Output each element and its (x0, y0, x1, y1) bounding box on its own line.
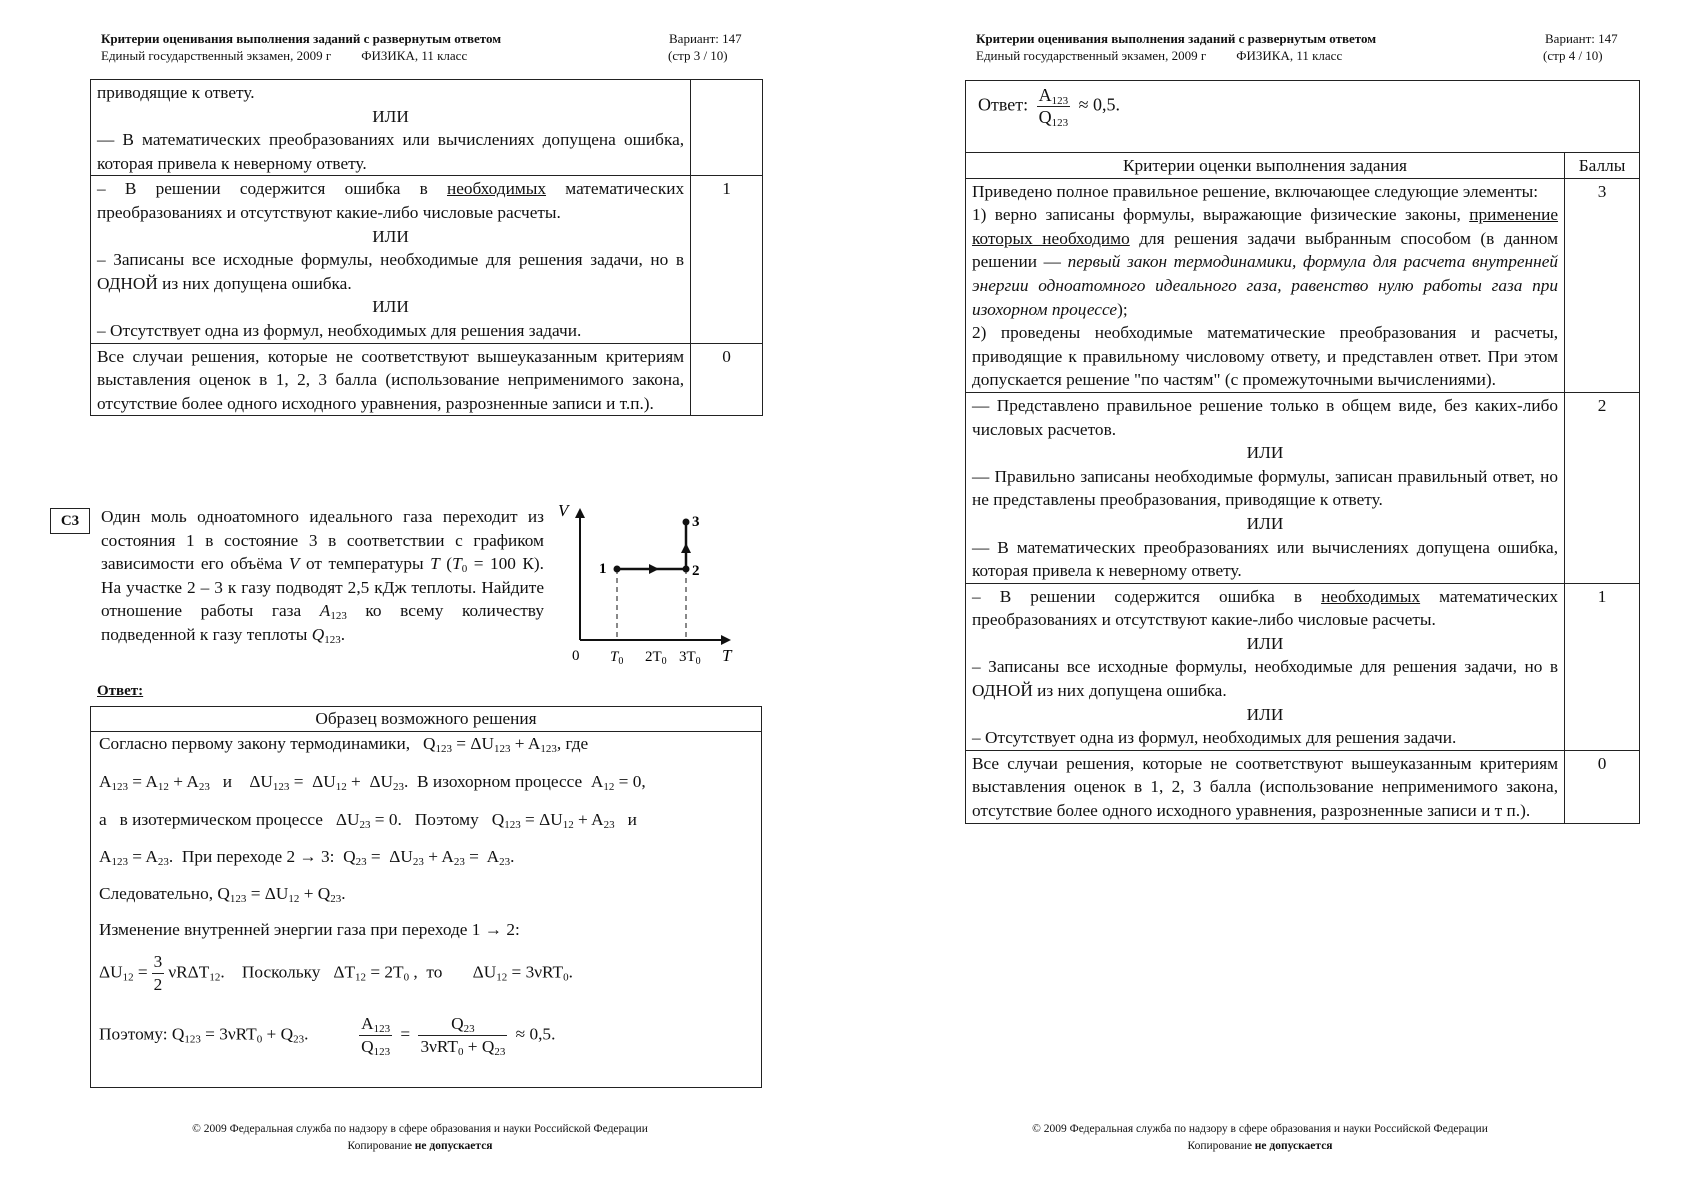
segment-2-3-arrow (681, 543, 691, 553)
criteria-row-2-continued (91, 80, 763, 176)
header-exam (101, 48, 467, 64)
header-variant: Вариант: 147 (1545, 31, 1618, 46)
answer-formula: Ответ: $\frac{A_{123}}{Q_{123}}$ ≈ 0,5. (978, 85, 1121, 129)
header-page-number: (стр 4 / 10) (1543, 48, 1603, 63)
footer-copyright: © 2009 Федеральная служба по надзору в сфере образования и науки Российской Федерации (192, 1123, 648, 1135)
criteria-text: Все случаи решения, которые не соответствуют вышеуказанным критериям выставления оценок в 1, 2, 3 балла (использование неприменимого закона, отсутствие более одного исходного уравнения, разрозненные записи и т.п.). (91, 343, 691, 416)
criteria-text: – В решении содержится ошибка в необходимых математических преобразованиях и отсутствуют какие-либо числовые расчеты. ИЛИ – Записаны все исходные формулы, необходимые для решения задачи, но в ОДНОЙ из них допущена ошибка. ИЛИ – Отсутствует одна из формул, необходимых для решения задачи. (966, 583, 1565, 750)
y-axis-label: V (558, 501, 569, 520)
ili-separator: ИЛИ (1246, 443, 1284, 463)
solution-line-1: Согласно первому закону термодинамики, $Q_{123} = \Delta U_{123} + A_{123}$, где (99, 734, 589, 755)
x-axis-label: T (722, 646, 732, 665)
point-1 (614, 566, 621, 573)
header-subject: ФИЗИКА, 11 класс (361, 48, 468, 63)
header-page-number: (стр 3 / 10) (668, 48, 728, 63)
criteria-text: – В решении содержится ошибка в необходимых математических преобразованиях и отсутствуют какие-либо числовые расчеты. ИЛИ – Записаны все исходные формулы, необходимые для решения задачи, но в ОДНОЙ из них допущена ошибка. ИЛИ – Отсутствует одна из формул, необходимых для решения задачи. (91, 176, 691, 343)
criteria-table (965, 152, 1640, 824)
footer-copyright: © 2009 Федеральная служба по надзору в сфере образования и науки Российской Федерации (1032, 1123, 1488, 1135)
criteria-row-1 (966, 583, 1640, 750)
score-cell: 2 (1565, 392, 1640, 583)
solution-line-7: $\Delta U_{12}$ = $\frac{3}{2}$ νRΔT$_{12}$. Поскольку $\Delta T_{12} = 2T_0$ , то $\Delta U_{12} = 3\nu RT_0$. (99, 952, 573, 994)
origin-label: 0 (572, 648, 580, 664)
solution-line-2: $A_{123} = A_{12} + A_{23}$ и $\Delta U_{123} = \Delta U_{12} + \Delta U_{23}$. В изохорном процессе $A_{12} = 0$, (99, 772, 646, 793)
header-variant: Вариант: 147 (669, 31, 742, 46)
score-cell: 1 (1565, 583, 1640, 750)
solution-line-6: Изменение внутренней энергии газа при переходе 1 → 2: (99, 920, 520, 939)
answer-label: Ответ: (97, 683, 144, 699)
y-axis-arrow (575, 508, 585, 518)
segment-1-2-arrow (649, 564, 659, 574)
criteria-row-0 (91, 343, 763, 416)
ili-separator: ИЛИ (372, 297, 409, 317)
solution-heading: Образец возможного решения (91, 707, 761, 732)
point-2 (683, 566, 690, 573)
solution-line-8: Поэтому: $Q_{123} = 3\nu RT_0 + Q_{23}$. $\frac{A_{123}}{Q_{123}}$ = $\frac{Q_{23}}{3\nu RT_0 + Q_{23}}$ ≈ 0,5. (99, 1014, 556, 1058)
ili-separator: ИЛИ (372, 106, 409, 126)
criteria-text: — Представлено правильное решение только в общем виде, без каких-либо числовых расчетов. ИЛИ — Правильно записаны необходимые формулы, записан правильный ответ, но не представлены преобразования, приводящие к ответу. ИЛИ — В математических преобразованиях или вычислениях допущена ошибка, которая привела к неверному ответу. (966, 392, 1565, 583)
column-header-criteria: Критерии оценки выполнения задания (966, 153, 1565, 179)
score-cell (691, 80, 763, 176)
criteria-text: Все случаи решения, которые не соответствуют вышеуказанным критериям выставления оценок в 1, 2, 3 балла (использование неприменимого закона, отсутствие более одного исходного уравнения, разрозненные записи и т п.). (966, 750, 1565, 823)
criteria-row-1 (91, 176, 763, 343)
solution-box (90, 706, 762, 1088)
score-cell: 0 (1565, 750, 1640, 823)
task-statement: Один моль одноатомного идеального газа переходит из состояния 1 в состояние 3 в соответствии с графиком зависимости его объёма V от температуры T ($T_0 = 100$ К). На участке 2 – 3 к газу подводят 2,5 кДж теплоты. Найдите отношение работы газа $A_{123}$ ко всему количеству подведенной к газу теплоты $Q_{123}$. (101, 507, 545, 646)
footer-copy-note: Копирование не допускается (1187, 1140, 1333, 1152)
footer-right (840, 1121, 1680, 1155)
header-exam-text: Единый государственный экзамен, 2009 г (976, 48, 1207, 63)
tick-t0: $T_0$ (610, 649, 624, 667)
page-left (0, 0, 840, 1183)
criteria-row-2 (966, 392, 1640, 583)
answer-box (965, 80, 1640, 152)
criteria-text: приводящие к ответу. ИЛИ — В математических преобразованиях или вычислениях допущена ошибка, которая привела к неверному ответу. (91, 80, 691, 176)
solution-line-4: $A_{123} = A_{23}$. При переходе 2 → 3: $Q_{23} = \Delta U_{23} + A_{23} = A_{23}$. (99, 847, 515, 868)
answer-fraction: $\frac{A_{123}}{Q_{123}}$ (1038, 85, 1069, 129)
task-number-badge: C3 (50, 508, 90, 534)
fraction-3-2: $\frac{3}{2}$ (153, 952, 163, 994)
point-3 (683, 519, 690, 526)
label-point-1: 1 (599, 561, 607, 577)
ili-separator: ИЛИ (1246, 513, 1284, 533)
vt-graph (555, 500, 740, 670)
tick-2t0: $2T_0$ (645, 649, 667, 667)
footer-copy-note: Копирование не допускается (347, 1140, 493, 1152)
criteria-row-3 (966, 178, 1640, 392)
header-exam-text: Единый государственный экзамен, 2009 г (101, 48, 332, 63)
label-point-3: 3 (692, 514, 700, 530)
criteria-text: Приведено полное правильное решение, включающее следующие элементы: 1) верно записаны формулы, выражающие физические законы, применение которых необходимо для решения задачи выбранным способом (в данном решении — первый закон термодинамики, формула для расчета внутренней энергии одноатомного идеального газа, равенство нулю работы газа при изохорном процессе); 2) проведены необходимые математические преобразования и расчеты, приводящие к правильному числовому ответу, и представлен ответ. При этом допускается решение "по частям" (с промежуточными вычислениями). (966, 178, 1565, 392)
ili-separator: ИЛИ (1246, 704, 1284, 724)
header-title: Критерии оценивания выполнения заданий с развернутым ответом (976, 31, 1377, 46)
footer (0, 1121, 840, 1155)
header-subject: ФИЗИКА, 11 класс (1236, 48, 1343, 63)
header-title: Критерии оценивания выполнения заданий с развернутым ответом (101, 31, 502, 46)
score-cell: 3 (1565, 178, 1640, 392)
fraction-a123-q123: $\frac{A_{123}}{Q_{123}}$ (361, 1014, 391, 1058)
criteria-header-row (966, 153, 1640, 179)
label-point-2: 2 (692, 563, 700, 579)
ili-separator: ИЛИ (1246, 633, 1284, 653)
score-cell: 0 (691, 343, 763, 416)
score-cell: 1 (691, 176, 763, 343)
header-exam (976, 48, 1342, 64)
fraction-q23-expr: $\frac{Q_{23}}{3\nu RT_0 + Q_{23}}$ (420, 1014, 506, 1058)
x-axis-arrow (721, 635, 731, 645)
solution-line-3: а в изотермическом процессе $\Delta U_{23} = 0$. Поэтому $Q_{123} = \Delta U_{12} + A_{23}$ и (99, 810, 637, 831)
criteria-row-0 (966, 750, 1640, 823)
solution-line-5: Следовательно, $Q_{123} = \Delta U_{12} + Q_{23}$. (99, 884, 346, 905)
criteria-table-continued (90, 79, 763, 416)
tick-3t0: $3T_0$ (679, 649, 701, 667)
column-header-points: Баллы (1565, 153, 1640, 179)
ili-separator: ИЛИ (372, 226, 409, 246)
